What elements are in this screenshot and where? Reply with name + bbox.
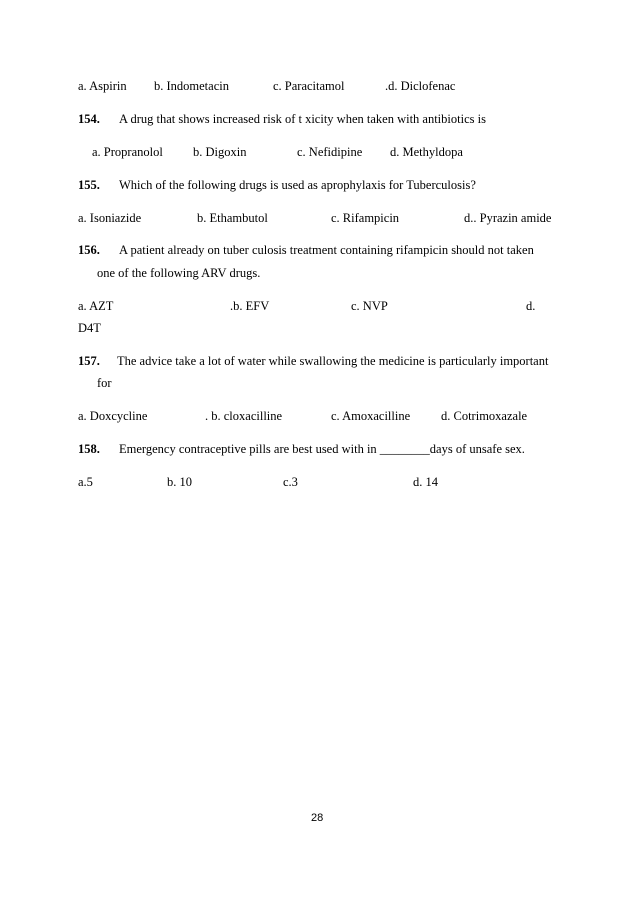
- q158-option-d: d. 14: [413, 475, 438, 489]
- q153-option-b: b. Indometacin: [154, 79, 229, 93]
- q156-number: 156.: [78, 243, 100, 257]
- q153-option-a: a. Aspirin: [78, 79, 127, 93]
- q156-option-b: .b. EFV: [230, 299, 270, 313]
- q155-number: 155.: [78, 178, 100, 192]
- q157-option-a: a. Doxcycline: [78, 409, 148, 423]
- q157-option-d: d. Cotrimoxazale: [441, 409, 528, 423]
- q157-question-line1: The advice take a lot of water while swallowing the medicine is particularly important: [117, 354, 549, 368]
- q156-option-a: a. AZT: [78, 299, 114, 313]
- q157-option-b: . b. cloxacilline: [205, 409, 283, 423]
- q155-option-b: b. Ethambutol: [197, 211, 268, 225]
- q155-question: Which of the following drugs is used as aprophylaxis for Tuberculosis?: [119, 178, 476, 192]
- q156-option-d-value: D4T: [78, 321, 101, 335]
- q158-option-c: c.3: [283, 475, 298, 489]
- q154-option-d: d. Methyldopa: [390, 145, 463, 159]
- q154-option-a: a. Propranolol: [92, 145, 163, 159]
- q154-question: A drug that shows increased risk of t xicity when taken with antibiotics is: [119, 112, 486, 126]
- q158-option-b: b. 10: [167, 475, 192, 489]
- q158-question: Emergency contraceptive pills are best used with in ________days of unsafe sex.: [119, 442, 525, 456]
- q154-number: 154.: [78, 112, 100, 126]
- q157-question-line2: for: [97, 376, 112, 390]
- q155-option-d: d.. Pyrazin amide: [464, 211, 552, 225]
- q154-option-c: c. Nefidipine: [297, 145, 363, 159]
- q156-question-line1: A patient already on tuber culosis treatment containing rifampicin should not taken: [119, 243, 534, 257]
- q156-question-line2: one of the following ARV drugs.: [97, 266, 261, 280]
- q153-option-d: .d. Diclofenac: [385, 79, 456, 93]
- q158-number: 158.: [78, 442, 100, 456]
- q155-option-a: a. Isoniazide: [78, 211, 142, 225]
- q157-option-c: c. Amoxacilline: [331, 409, 411, 423]
- q155-option-c: c. Rifampicin: [331, 211, 400, 225]
- q154-option-b: b. Digoxin: [193, 145, 247, 159]
- q156-option-d-prefix: d.: [526, 299, 536, 313]
- page-number: 28: [311, 812, 324, 824]
- q156-option-c: c. NVP: [351, 299, 388, 313]
- q158-option-a: a.5: [78, 475, 93, 489]
- q157-number: 157.: [78, 354, 100, 368]
- q153-option-c: c. Paracitamol: [273, 79, 345, 93]
